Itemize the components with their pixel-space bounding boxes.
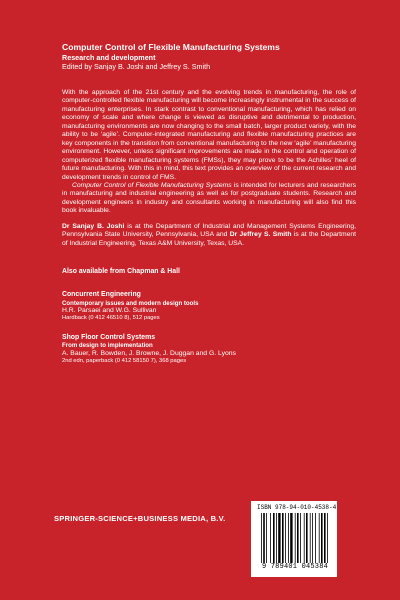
related-book (62, 291, 356, 323)
related-book-subtitle: From design to implementation (62, 342, 153, 350)
book-subtitle: Research and development (62, 53, 156, 62)
barcode-digits: 9 789401 045384 (261, 563, 328, 571)
description-paragraph: With the approach of the 21st century and the evolving trends in manufacturing, the role of computer-controlled flexible manufacturing will become increasingly instrumental in the success of manufacturing enterprises. In stark contrast to conventional manufacturing, which has relied on economy of scale and where change is viewed as disruptive and detrimental to production, manufacturing environments are now changing to the small batch, larger product variety, with the ability to be ‘agile’. Computer-integrated manufacturing and flexible manufacturing practices are key components in the transition from conventional manufacturing to the new ‘agile’ manufacturing environment. However, unless significant improvements are made in the control and operation of computerized flexible manufacturing systems (FMSs), they may prove to be the Achilles’ heel of future manufacturing. With this in mind, this text provides an overview of the current research and development trends in control of FMS. (62, 89, 356, 181)
isbn-text: ISBN 978-94-010-4538-4 (257, 504, 337, 511)
editor-1-affiliation: is at the Department of Industrial and Management Systems Engineering, Pennsylvania State University, Pennsylvania, USA and (62, 222, 356, 239)
editor-1-name: Dr Sanjay B. Joshi (62, 222, 125, 230)
editors-paragraph (62, 223, 356, 248)
barcode-icon (261, 513, 331, 563)
cover-text-block (62, 42, 356, 365)
also-available-heading: Also available from Chapman & Hall (62, 268, 180, 276)
related-book (62, 334, 356, 366)
related-book-edition: 2nd edn, paperback (0 412 58150 7), 368 pages (62, 357, 187, 364)
related-book-authors: H.R. Parsaei and W.G. Sullivan (62, 307, 157, 315)
related-book-authors: A. Bauer, R. Bowden, J. Browne, J. Duggan and G. Lyons (62, 349, 236, 357)
barcode-panel (251, 501, 337, 577)
editor-2-affiliation: is at the Department of Industrial Engineering, Texas A&M University, Texas, USA. (62, 231, 356, 247)
publisher-name: SPRINGER-SCIENCE+BUSINESS MEDIA, B.V. (54, 514, 226, 523)
related-book-title: Concurrent Engineering (62, 291, 141, 299)
related-book-edition: Hardback (0 412 46510 8), 512 pages (62, 315, 160, 322)
audience-paragraph (62, 182, 356, 216)
related-book-title: Shop Floor Control Systems (62, 333, 156, 341)
editor-2-name: Dr Jeffrey S. Smith (229, 231, 292, 239)
audience-book-title: Computer Control of Flexible Manufacturing Systems (72, 181, 232, 189)
book-editors: Edited by Sanjay B. Joshi and Jeffrey S. Smith (62, 62, 211, 71)
related-book-subtitle: Contemporary issues and modern design tools (62, 299, 199, 307)
book-title: Computer Control of Flexible Manufacturing Systems (62, 42, 280, 52)
audience-text: is intended for lecturers and researchers in manufacturing and industrial engineering as well as for postgraduate students. Research and development engineers in industry and consultants working in manufacturing will also find this book invaluable. (62, 181, 356, 215)
